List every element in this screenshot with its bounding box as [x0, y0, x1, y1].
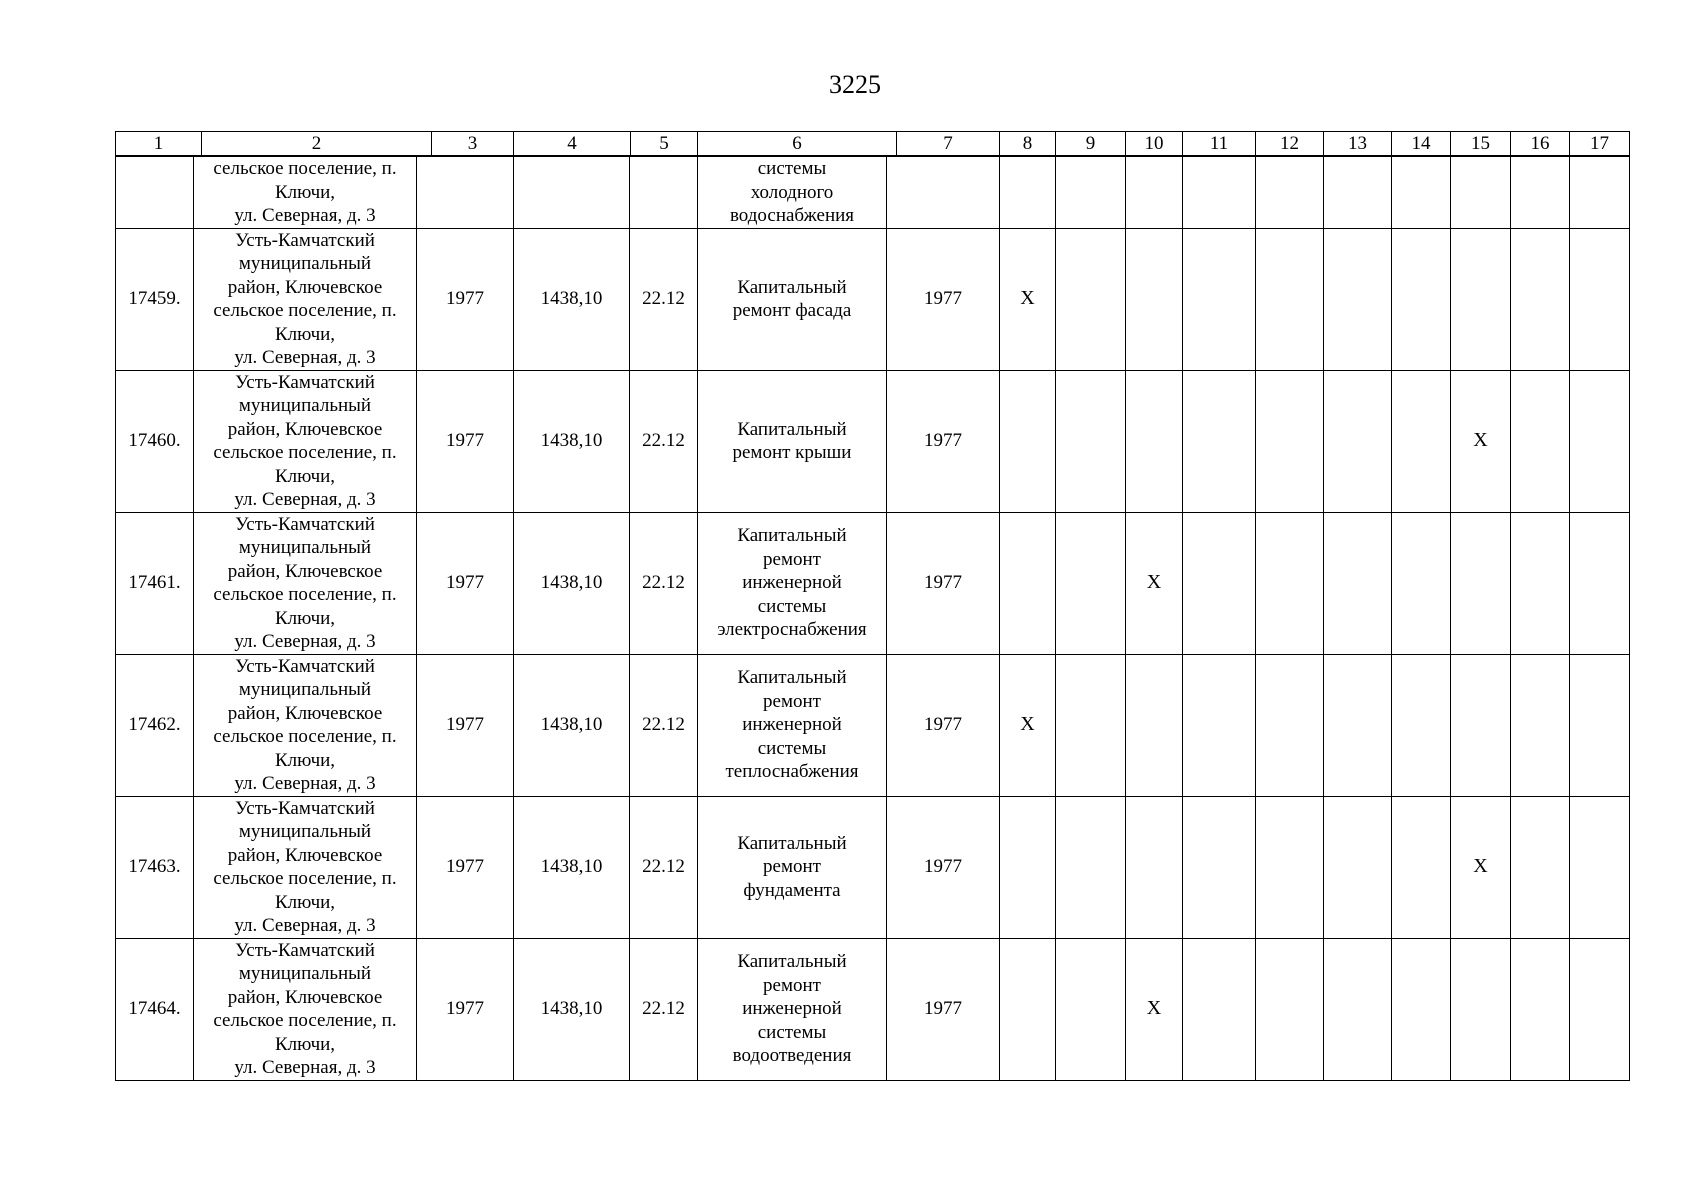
cell-mark: X [1451, 796, 1511, 938]
header-cell: 17 [1570, 132, 1630, 156]
cell-num [116, 157, 194, 229]
cell-work [698, 512, 887, 654]
cell-col-15 [1451, 654, 1511, 796]
address-line: муниципальный [238, 821, 372, 842]
work-line: ремонт [763, 548, 821, 570]
cell-mark: X [1126, 512, 1183, 654]
cell-col-9 [1056, 796, 1126, 938]
cell-mark: X [1000, 228, 1056, 370]
cell-code [630, 157, 698, 229]
cell-col-9 [1056, 228, 1126, 370]
cell-work [698, 654, 887, 796]
address-line: Ключи, [274, 323, 336, 345]
cell-area: 1438,10 [514, 370, 630, 512]
address-line: район, Ключевское [227, 986, 383, 1008]
address-line: Ключи, [274, 749, 336, 771]
cell-col-13 [1324, 938, 1392, 1080]
header-cell: 3 [432, 132, 514, 156]
cell-col-8 [1000, 938, 1056, 1080]
cell-col-8 [1000, 512, 1056, 654]
cell-col-7 [887, 157, 1000, 229]
work-line: ремонт фасада [732, 300, 852, 321]
cell-col-15 [1451, 157, 1511, 229]
cell-col-13 [1324, 654, 1392, 796]
cell-num: 17463. [116, 796, 194, 938]
cell-col-8 [1000, 157, 1056, 229]
cell-col-12 [1256, 512, 1324, 654]
cell-mark: X [1451, 370, 1511, 512]
cell-col-7: 1977 [887, 370, 1000, 512]
address-line: сельское поселение, п. [213, 868, 397, 889]
table-row [116, 654, 1630, 796]
repair-schedule-table [115, 156, 1630, 1081]
address-line: сельское поселение, п. [213, 442, 397, 463]
cell-col-13 [1324, 370, 1392, 512]
cell-col-17 [1570, 370, 1630, 512]
address-line: сельское поселение, п. [213, 584, 397, 605]
work-line: Капитальный [737, 418, 847, 440]
cell-area: 1438,10 [514, 228, 630, 370]
address-line: ул. Северная, д. 3 [234, 1057, 376, 1078]
address-line: ул. Северная, д. 3 [234, 347, 376, 368]
work-line: водоснабжения [729, 205, 855, 226]
cell-col-16 [1511, 654, 1570, 796]
address-line: муниципальный [238, 963, 372, 984]
cell-year: 1977 [417, 370, 514, 512]
address-line: Ключи, [274, 1033, 336, 1055]
cell-col-14 [1392, 370, 1451, 512]
cell-code: 22.12 [630, 938, 698, 1080]
work-line: инженерной [742, 572, 842, 594]
address-line: муниципальный [238, 679, 372, 700]
page-number: 3225 [829, 70, 881, 99]
continuation-row [116, 157, 1630, 229]
cell-address [194, 370, 417, 512]
work-line: ремонт крыши [732, 442, 852, 463]
header-cell: 16 [1511, 132, 1570, 156]
address-line: Усть-Камчатский [235, 513, 375, 535]
cell-col-7: 1977 [887, 654, 1000, 796]
cell-code: 22.12 [630, 796, 698, 938]
address-line: Усть-Камчатский [235, 655, 375, 677]
address-line: ул. Северная, д. 3 [234, 489, 376, 510]
cell-work [698, 370, 887, 512]
cell-col-15 [1451, 228, 1511, 370]
header-cell: 9 [1056, 132, 1126, 156]
cell-col-11 [1183, 654, 1256, 796]
cell-code: 22.12 [630, 228, 698, 370]
work-line: системы [757, 158, 827, 179]
header-cell: 15 [1451, 132, 1511, 156]
cell-col-11 [1183, 228, 1256, 370]
work-line: Капитальный [737, 951, 847, 973]
cell-col-12 [1256, 938, 1324, 1080]
cell-mark: X [1000, 654, 1056, 796]
cell-col-16 [1511, 938, 1570, 1080]
address-line: район, Ключевское [227, 844, 383, 866]
work-line: системы [757, 595, 827, 617]
table-row [116, 512, 1630, 654]
address-line: Усть-Камчатский [235, 371, 375, 393]
work-line: электроснабжения [717, 619, 867, 641]
cell-work [698, 796, 887, 938]
cell-col-14 [1392, 938, 1451, 1080]
cell-col-12 [1256, 796, 1324, 938]
cell-col-10 [1126, 796, 1183, 938]
address-line: муниципальный [238, 253, 372, 274]
cell-address [194, 938, 417, 1080]
cell-address [194, 796, 417, 938]
address-line: сельское поселение, п. [213, 726, 397, 747]
address-line: сельское поселение, п. [213, 158, 397, 179]
cell-col-13 [1324, 796, 1392, 938]
cell-area [514, 157, 630, 229]
cell-col-15 [1451, 938, 1511, 1080]
cell-col-11 [1183, 796, 1256, 938]
cell-work [698, 157, 887, 229]
address-line: Ключи, [274, 891, 336, 913]
cell-col-16 [1511, 228, 1570, 370]
header-cell: 6 [698, 132, 897, 156]
cell-col-7: 1977 [887, 512, 1000, 654]
cell-col-7: 1977 [887, 228, 1000, 370]
work-line: Капитальный [737, 832, 847, 854]
cell-year: 1977 [417, 938, 514, 1080]
cell-col-10 [1126, 157, 1183, 229]
header-cell: 11 [1183, 132, 1256, 156]
table-row [116, 228, 1630, 370]
cell-num: 17461. [116, 512, 194, 654]
work-line: инженерной [742, 998, 842, 1020]
cell-col-17 [1570, 157, 1630, 229]
table-row [116, 938, 1630, 1080]
cell-col-10 [1126, 228, 1183, 370]
cell-col-17 [1570, 654, 1630, 796]
cell-col-9 [1056, 654, 1126, 796]
header-cell: 13 [1324, 132, 1392, 156]
address-line: муниципальный [238, 395, 372, 416]
cell-year: 1977 [417, 512, 514, 654]
cell-col-12 [1256, 228, 1324, 370]
work-line: холодного [750, 181, 834, 203]
work-line: системы [757, 1021, 827, 1043]
header-cell: 12 [1256, 132, 1324, 156]
work-line: инженерной [742, 714, 842, 736]
work-line: ремонт [763, 974, 821, 996]
address-line: сельское поселение, п. [213, 1010, 397, 1031]
cell-col-13 [1324, 157, 1392, 229]
header-cell: 8 [1000, 132, 1056, 156]
cell-work [698, 938, 887, 1080]
work-line: теплоснабжения [725, 761, 859, 783]
cell-code: 22.12 [630, 512, 698, 654]
cell-col-11 [1183, 370, 1256, 512]
address-line: район, Ключевское [227, 418, 383, 440]
address-line: район, Ключевское [227, 276, 383, 298]
cell-col-13 [1324, 228, 1392, 370]
cell-address [194, 512, 417, 654]
header-cell: 5 [631, 132, 698, 156]
cell-col-14 [1392, 157, 1451, 229]
cell-num: 17464. [116, 938, 194, 1080]
address-line: район, Ключевское [227, 560, 383, 582]
work-line: Капитальный [737, 276, 847, 298]
header-cell: 10 [1126, 132, 1183, 156]
cell-col-10 [1126, 654, 1183, 796]
cell-col-9 [1056, 512, 1126, 654]
cell-area: 1438,10 [514, 654, 630, 796]
header-cell: 4 [514, 132, 631, 156]
cell-area: 1438,10 [514, 512, 630, 654]
cell-col-11 [1183, 157, 1256, 229]
column-number-header [115, 131, 1630, 156]
address-line: Ключи, [274, 465, 336, 487]
address-line: муниципальный [238, 537, 372, 558]
cell-year: 1977 [417, 654, 514, 796]
work-line: фундамента [743, 879, 841, 901]
cell-area: 1438,10 [514, 938, 630, 1080]
address-line: ул. Северная, д. 3 [234, 631, 376, 652]
cell-num: 17459. [116, 228, 194, 370]
address-line: ул. Северная, д. 3 [234, 773, 376, 794]
work-line: системы [757, 737, 827, 759]
cell-col-17 [1570, 512, 1630, 654]
cell-mark: X [1126, 938, 1183, 1080]
header-row [116, 132, 1630, 156]
work-line: Капитальный [737, 667, 847, 689]
cell-col-14 [1392, 796, 1451, 938]
cell-num: 17462. [116, 654, 194, 796]
cell-col-13 [1324, 512, 1392, 654]
cell-col-12 [1256, 157, 1324, 229]
address-line: сельское поселение, п. [213, 300, 397, 321]
cell-col-9 [1056, 370, 1126, 512]
cell-col-12 [1256, 654, 1324, 796]
cell-col-14 [1392, 228, 1451, 370]
address-line: ул. Северная, д. 3 [234, 915, 376, 936]
cell-col-9 [1056, 157, 1126, 229]
cell-col-17 [1570, 938, 1630, 1080]
work-line: водоотведения [732, 1045, 852, 1067]
cell-col-16 [1511, 370, 1570, 512]
work-line: ремонт [763, 856, 821, 878]
cell-col-8 [1000, 796, 1056, 938]
cell-year: 1977 [417, 228, 514, 370]
address-line: Усть-Камчатский [235, 229, 375, 251]
address-line: Ключи, [274, 181, 336, 203]
cell-col-9 [1056, 938, 1126, 1080]
header-cell: 2 [202, 132, 432, 156]
cell-address [194, 228, 417, 370]
cell-col-7: 1977 [887, 796, 1000, 938]
cell-col-7: 1977 [887, 938, 1000, 1080]
cell-code: 22.12 [630, 370, 698, 512]
cell-col-17 [1570, 796, 1630, 938]
cell-num: 17460. [116, 370, 194, 512]
address-line: район, Ключевское [227, 702, 383, 724]
address-line: Усть-Камчатский [235, 797, 375, 819]
cell-col-15 [1451, 512, 1511, 654]
cell-address [194, 157, 417, 229]
cell-col-17 [1570, 228, 1630, 370]
address-line: Усть-Камчатский [235, 939, 375, 961]
cell-year: 1977 [417, 796, 514, 938]
address-line: ул. Северная, д. 3 [234, 205, 376, 226]
cell-work [698, 228, 887, 370]
cell-col-16 [1511, 157, 1570, 229]
address-line: Ключи, [274, 607, 336, 629]
cell-col-14 [1392, 654, 1451, 796]
header-cell: 14 [1392, 132, 1451, 156]
cell-col-11 [1183, 938, 1256, 1080]
cell-address [194, 654, 417, 796]
cell-year [417, 157, 514, 229]
header-cell: 1 [116, 132, 202, 156]
cell-col-14 [1392, 512, 1451, 654]
table-row [116, 796, 1630, 938]
work-line: Капитальный [737, 525, 847, 547]
work-line: ремонт [763, 690, 821, 712]
table-row [116, 370, 1630, 512]
cell-code: 22.12 [630, 654, 698, 796]
cell-col-10 [1126, 370, 1183, 512]
cell-col-11 [1183, 512, 1256, 654]
cell-col-12 [1256, 370, 1324, 512]
cell-col-8 [1000, 370, 1056, 512]
cell-col-16 [1511, 796, 1570, 938]
cell-area: 1438,10 [514, 796, 630, 938]
header-cell: 7 [897, 132, 1000, 156]
cell-col-16 [1511, 512, 1570, 654]
